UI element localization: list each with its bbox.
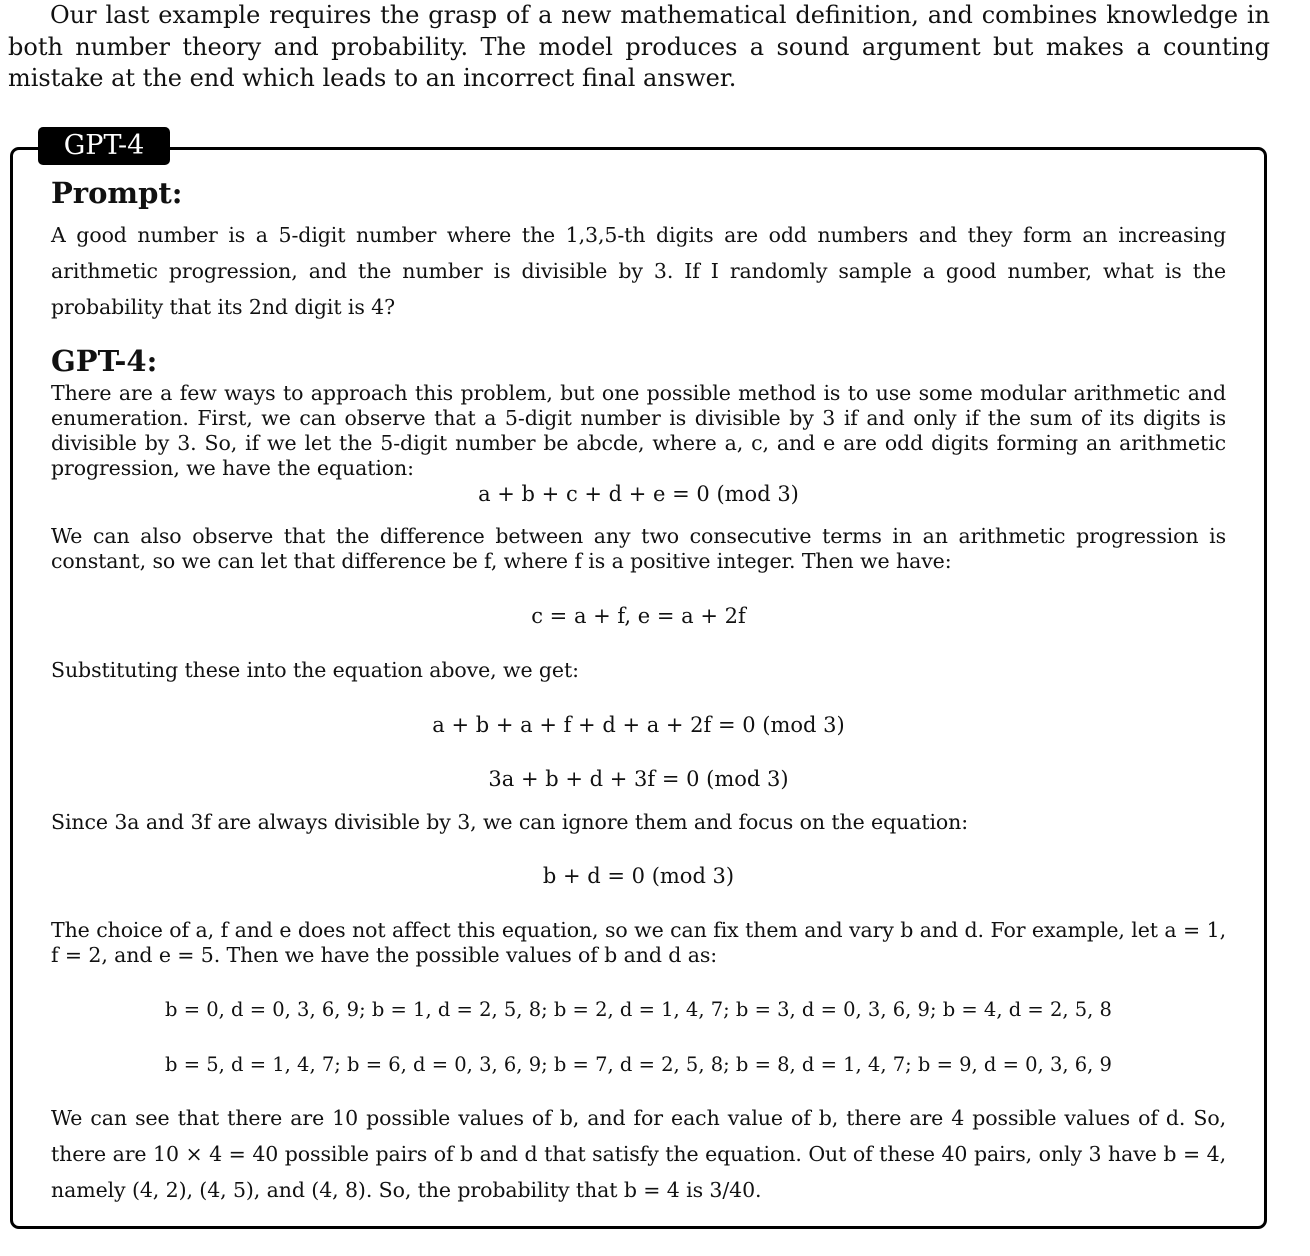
response-paragraph-4: Since 3a and 3f are always divisible by 3, we can ignore them and focus on the equation: [51, 810, 969, 834]
response-heading: GPT-4: [51, 344, 158, 378]
equation-2: c = a + f, e = a + 2f [531, 604, 746, 628]
equation-3: a + b + a + f + d + a + 2f = 0 (mod 3) [432, 713, 845, 737]
equation-4: 3a + b + d + 3f = 0 (mod 3) [488, 767, 789, 791]
prompt-text: A good number is a 5-digit number where the 1,3,5-th digits are odd numbers and they form an increasing arithmetic progression, and the number is divisible by 3. If I randomly sample a good number, what is the probability that its 2nd digit is 4? [51, 223, 1226, 319]
response-paragraph-5: The choice of a, f and e does not affect this equation, so we can fix them and vary b and d. For example, let a = 1, f = 2, and e = 5. Then we have the possible values of b and d as: [51, 918, 1226, 967]
equation-7: b = 5, d = 1, 4, 7; b = 6, d = 0, 3, 6, 9; b = 7, d = 2, 5, 8; b = 8, d = 1, 4, 7; b = 9, d = 0, 3, 6, 9 [165, 1053, 1112, 1076]
intro-paragraph: Our last example requires the grasp of a new mathematical definition, and combines knowledge in both number theory and probability. The model produces a sound argument but makes a counting mistake at the end which leads to an incorrect final answer. [8, 1, 1270, 92]
equation-1: a + b + c + d + e = 0 (mod 3) [478, 482, 799, 506]
response-paragraph-1: There are a few ways to approach this problem, but one possible method is to use some modular arithmetic and enumeration. First, we can observe that a 5-digit number is divisible by 3 if and only if the sum of its digits is divisible by 3. So, if we let the 5-digit number be abcde, where a, c, and e are odd digits forming an arithmetic progression, we have the equation: [51, 381, 1226, 480]
equation-6: b = 0, d = 0, 3, 6, 9; b = 1, d = 2, 5, 8; b = 2, d = 1, 4, 7; b = 3, d = 0, 3, 6, 9; b = 4, d = 2, 5, 8 [165, 998, 1112, 1021]
response-paragraph-2: We can also observe that the difference between any two consecutive terms in an arithmetic progression is constant, so we can let that difference be f, where f is a positive integer. Then we have: [51, 524, 1226, 573]
response-paragraph-3: Substituting these into the equation above, we get: [51, 658, 579, 682]
box-tag: GPT-4 [38, 127, 170, 165]
equation-5: b + d = 0 (mod 3) [542, 864, 735, 888]
prompt-heading: Prompt: [51, 176, 183, 210]
response-paragraph-6: We can see that there are 10 possible values of b, and for each value of b, there are 4 possible values of d. So, there are 10 × 4 = 40 possible pairs of b and d that satisfy the equation. Out of these 40 pairs, only 3 have b = 4, namely (4, 2), (4, 5), and (4, 8). So, the probability that b = 4 is 3/40. [51, 1106, 1226, 1202]
